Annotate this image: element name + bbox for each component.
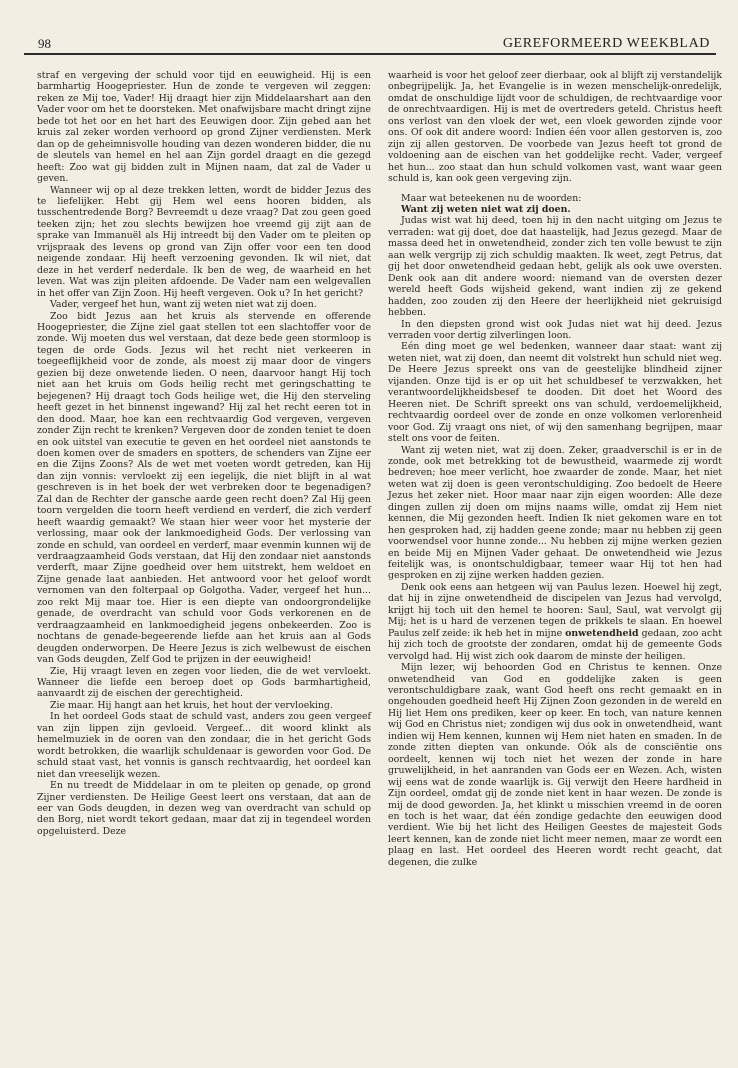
- paragraph: Vader, vergeef het hun, want zij weten niet wat zij doen.: [50, 299, 317, 311]
- paragraph: In het oordeel Gods staat de schuld vast, anders zou geen vergeef van zijn lippen zijn gevloeid. Vergeef... dit woord klinkt als hemelmuziek in de ooren van den zondaar, die in het gericht Gods wordt betrokken, die waarlijk schuldenaar is geworden voor God. De schuld staat vast, het vonnis is gansch rechtvaardig, het oordeel kan niet dan vreeselijk wezen.: [37, 711, 371, 780]
- paragraph: straf en vergeving der schuld voor tijd en eeuwigheid. Hij is een barmhartig Hoogepriester. Hun de zonde te vergeven wil zeggen: reken ze Mij toe, Vader! Hij draagt hier zijn Middelaarshart aan den Vader voor om het te doorsteken. Met onafwijsbare macht dringt zijne bede tot het oor en het hart des Eeuwigen door. Zijn gebed aan het kruis zal zeker worden verhoord op grond Zijner verdiensten. Merk dan op de geheimnisvolle houding van dezen wonderen bidder, die nu de sleutels van hemel en hel aan Zijn gordel draagt en die gezegd heeft: Zoo wat gij bidden zult in Mijnen naam, dat zal de Vader u geven.: [37, 70, 371, 185]
- page-number: 98: [38, 36, 51, 51]
- paragraph: Mijn lezer, wij behoorden God en Christus te kennen. Onze onwetendheid van God en goddelijke zaken is geen verontschuldigbare zaak, want God heeft ons recht gemaakt en in ongehouden goedheid heeft Hij Zijnen Zoon gezonden in de wereld en Hij liet Hem ons prediken, keer op keer. En toch, van nature kennen wij God en Christus niet; zondigen wij dus ook in onwetendheid, want indien wij Hem kennen, kunnen wij Hem niet haten en smaden. In de zonde zitten diepten van onkunde. Oók als de consciëntie ons oordeelt, kennen wij toch niet het wezen der zonde in hare gruwelijkheid, in het aanranden van Gods eer en Wezen. Ach, wisten wij eens wat de zonde waarlijk is. Gij verwijt den Heere hardheid in Zijn oordeel, omdat gij de zonde niet kent in haar wezen. De zonde is mij de dood geworden. Ja, het klinkt u misschien vreemd in de ooren en toch is het waar, dat één zondige gedachte den eeuwigen dood verdient. Wie bij het licht des Heiligen Geestes de majesteit Gods leert kennen, kan de zonde niet licht meer nemen, maar ze wordt een plaag en last. Het oordeel des Heeren wordt recht geacht, dat degenen, die zulke: [388, 662, 722, 868]
- text-span: gedaan, zoo acht hij zich toch de grootste der zondaren, omdat hij de gemeente Gods vervolgd had. Hij wist zich ook daarom de minste der heiligen.: [388, 627, 722, 662]
- emphasis: onwetendheid: [565, 627, 639, 639]
- paragraph: Eén ding moet ge wel bedenken, wanneer daar staat: want zij weten niet, wat zij doen, dan neemt dit volstrekt hun schuld niet weg. De Heere Jezus spreekt ons van de geestelijke blindheid zijner vijanden. Onze tijd is er op uit het schuldbesef te verzwakken, het verantwoordelijkheidsbesef te dooden. Dit doet het Woord des Heeren niet. De Schrift spreekt ons van schuld, verdoemelijkheid, rechtvaardig oordeel over de zonde en onze volkomen verlorenheid voor God. Zij vraagt ons niet, of wij den samenhang begrijpen, maar stelt ons voor de feiten.: [388, 341, 722, 445]
- paragraph: In den diepsten grond wist ook Judas niet wat hij deed. Jezus verraden voor dertig zilverlingen loon.: [388, 318, 722, 341]
- journal-title: GEREFORMEERD WEEKBLAD: [502, 36, 710, 51]
- paragraph: [388, 582, 722, 662]
- paragraph: Judas wist wat hij deed, toen hij in den nacht uitging om Jezus te verraden: wat gij doet, doe dat haastelijk, had Jezus gezegd. Maar de massa deed het in onwetendheid, zonder zich ten volle bewust te zijn aan welk vergrijp zij zich schuldig maakten. Ik weet, zegt Petrus, dat gij het door onwetendheid gedaan hebt, gelijk als ook uwe oversten. Denk ook aan dit andere woord: niemand van de oversten dezer wereld heeft Gods wijsheid gekend, want indien zij ze gekend hadden, zoo zouden zij den Heere der heerlijkheid niet gekruisigd hebben.: [388, 215, 722, 319]
- paragraph: Zie maar. Hij hangt aan het kruis, het hout der vervloeking.: [50, 699, 333, 711]
- paragraph: Zoo bidt Jezus aan het kruis als stervende en offerende Hoogepriester, die Zijne ziel gaat stellen tot een slachtoffer voor de zonde. Wij moeten dus wel verstaan, dat deze bede geen stormloop is tegen de orde Gods. Jezus wil het recht niet verkeeren in toegeeflijkheid voor de zonde, als moest zij maar door de vingers gezien bij deze onwetende lieden. O neen, daarvoor hangt Hij toch niet aan het kruis om Gods heilig recht met geringschatting te bejegenen? Hij draagt toch Gods heilige wet, die Hij den sterveling heeft gezet in het binnenst ingewand? Hij zal het recht eeren tot in den dood. Maar, hoe kan een rechtvaardig God vergeven, vergeven zonder Zijn recht te krenken? Vergeven door de zonden teniet te doen en ook uitstel van executie te geven en het oordeel niet aanstonds te doen komen over de smaders en spotters, de schenders van Zijne eer en die Zijns Zoons? Als de wet met voeten wordt getreden, kan Hij dan zijn vonnis: vervloekt zij een iegelijk, die niet blijft in al wat geschreven is in het boek der wet verbreken door te begenadigen? Zal dan de Rechter der gansche aarde geen recht doen? Zal Hij geen toorn vergelden die toorn heeft verdiend en verderf, die zich verderf heeft waardig gemaakt? We staan hier weer voor het mysterie der verlossing, maar ook der lankmoedigheid Gods. Der verlossing van zonde en schuld, van oordeel en verderf, maar evenmin kunnen wij de verdraagzaamheid Gods verstaan, dat Hij den zondaar niet aanstonds verderft, maar Zijne goedheid over hem uitstrekt, hem weldoet en Zijne genade laat aanbieden. Het antwoord voor het geloof wordt vernomen van den folterpaal op Golgotha. Vader, vergeef het hun... zoo rekt Mij maar toe. Hier is een diepte van ondoorgrondelijke genade, de overdracht van schuld voor Gods verkorenen en de verdraagzaamheid en lankmoedigheid jegens onbekeerden. Zoo is nochtans de genade-begeerende liefde aan het kruis aan al Gods deugden onderworpen. De Heere Jezus is zich welbewust de eischen van Gods deugden, Zelf God te prijzen in der eeuwigheid!: [37, 310, 371, 666]
- paragraph: Maar wat beteekenen nu de woorden:: [401, 192, 582, 204]
- right-column: [388, 70, 722, 868]
- section-heading: Want zij weten niet wat zij doen.: [401, 203, 571, 215]
- header-rule: [24, 53, 716, 55]
- text-span: Denk ook eens aan hetgeen wij van Paulus lezen. Hoewel hij zegt, dat hij in zijne onwetendheid de discipelen van Jezus had vervolgd, krijgt hij toch uit den hemel te hooren: Saul, Saul, wat vervolgt gij Mij; het is u hard de verzenen tegen de prikkels te slaan. En hoewel Paulus zelf zeide: ik heb het in mijne: [388, 581, 722, 639]
- paragraph: En nu treedt de Middelaar in om te pleiten op genade, op grond Zijner verdiensten. De Heilige Geest leert ons verstaan, dat aan de eer van Gods deugden, in dezen weg van overdracht van schuld op den Borg, niet wordt tekort gedaan, maar dat zij in tegendeel worden opgeluisterd. Deze: [37, 780, 371, 837]
- paragraph: Want zij weten niet, wat zij doen. Zeker, graadverschil is er in de zonde, ook met betrekking tot de bewustheid, waarmede zij wordt bedreven; hoe meer verlicht, hoe zwaarder de zonde. Maar, het niet weten wat zij doen is geen verontschuldiging. Zoo bedoelt de Heere Jezus het zeker niet. Hoor maar naar zijn eigen woorden: Alle deze dingen zullen zij doen om mijns naams wille, omdat zij Hem niet kennen, die Mij gezonden heeft. Indien Ik niet gekomen ware en tot hen gesproken had, zij hadden geene zonde; maar nu hebben zij geen voorwendsel voor hunne zonde... Nu hebben zij mijne werken gezien en beide Mij en Mijnen Vader gehaat. De onwetendheid wie Jezus feitelijk was, is onontschuldigbaar, temeer waar Hij tot hen had gesproken en zij zijne werken hadden gezien.: [388, 444, 722, 582]
- left-column: [37, 70, 371, 837]
- paragraph: waarheid is voor het geloof zeer dierbaar, ook al blijft zij verstandelijk onbegrijpelijk. Ja, het Evangelie is in wezen menschelijk-onredelijk, omdat de onschuldige lijdt voor de schuldigen, de rechtvaardige voor de onrechtvaardigen. Hij is met de overtreders geteld. Christus heeft ons verlost van den vloek der wet, een vloek geworden zijnde voor ons. Of ook dit andere woord: Indien één voor allen gestorven is, zoo zijn zij allen gestorven. De voorbede van Jezus heeft tot grond de voldoening aan de eischen van het goddelijke recht. Vader, vergeef het hun... zoo staat dan hun schuld volkomen vast, want waar geen schuld is, kan ook geen vergeving zijn.: [388, 70, 722, 185]
- paragraph: Zie, Hij vraagt leven en zegen voor lieden, die de wet vervloekt. Wanneer die liefde een beroep doet op Gods barmhartigheid, aanvaardt zij de eischen der gerechtigheid.: [37, 665, 371, 700]
- paragraph: Wanneer wij op al deze trekken letten, wordt de bidder Jezus des te liefelijker. Hebt gij Hem wel eens hooren bidden, als tusschentredende Borg? Bevreemdt u deze vraag? Dat zou geen goed teeken zijn; het zou slechts bewijzen hoe vreemd gij zijt aan de sprake van Immanuël als Hij intreedt bij den Vader om te pleiten op vrijspraak des levens op grond van Zijn offer voor een ten dood neigende zondaar. Hij heeft verzoening gevonden. Ik wil niet, dat deze in het verderf nederdale. Ik ben de weg, de waarheid en het leven. Wat was zijn pleiten afdoende. De Vader nam een welgevallen in het offer van Zijn Zoon. Hij heeft vergeven. Ook u? In het gericht?: [37, 184, 371, 299]
